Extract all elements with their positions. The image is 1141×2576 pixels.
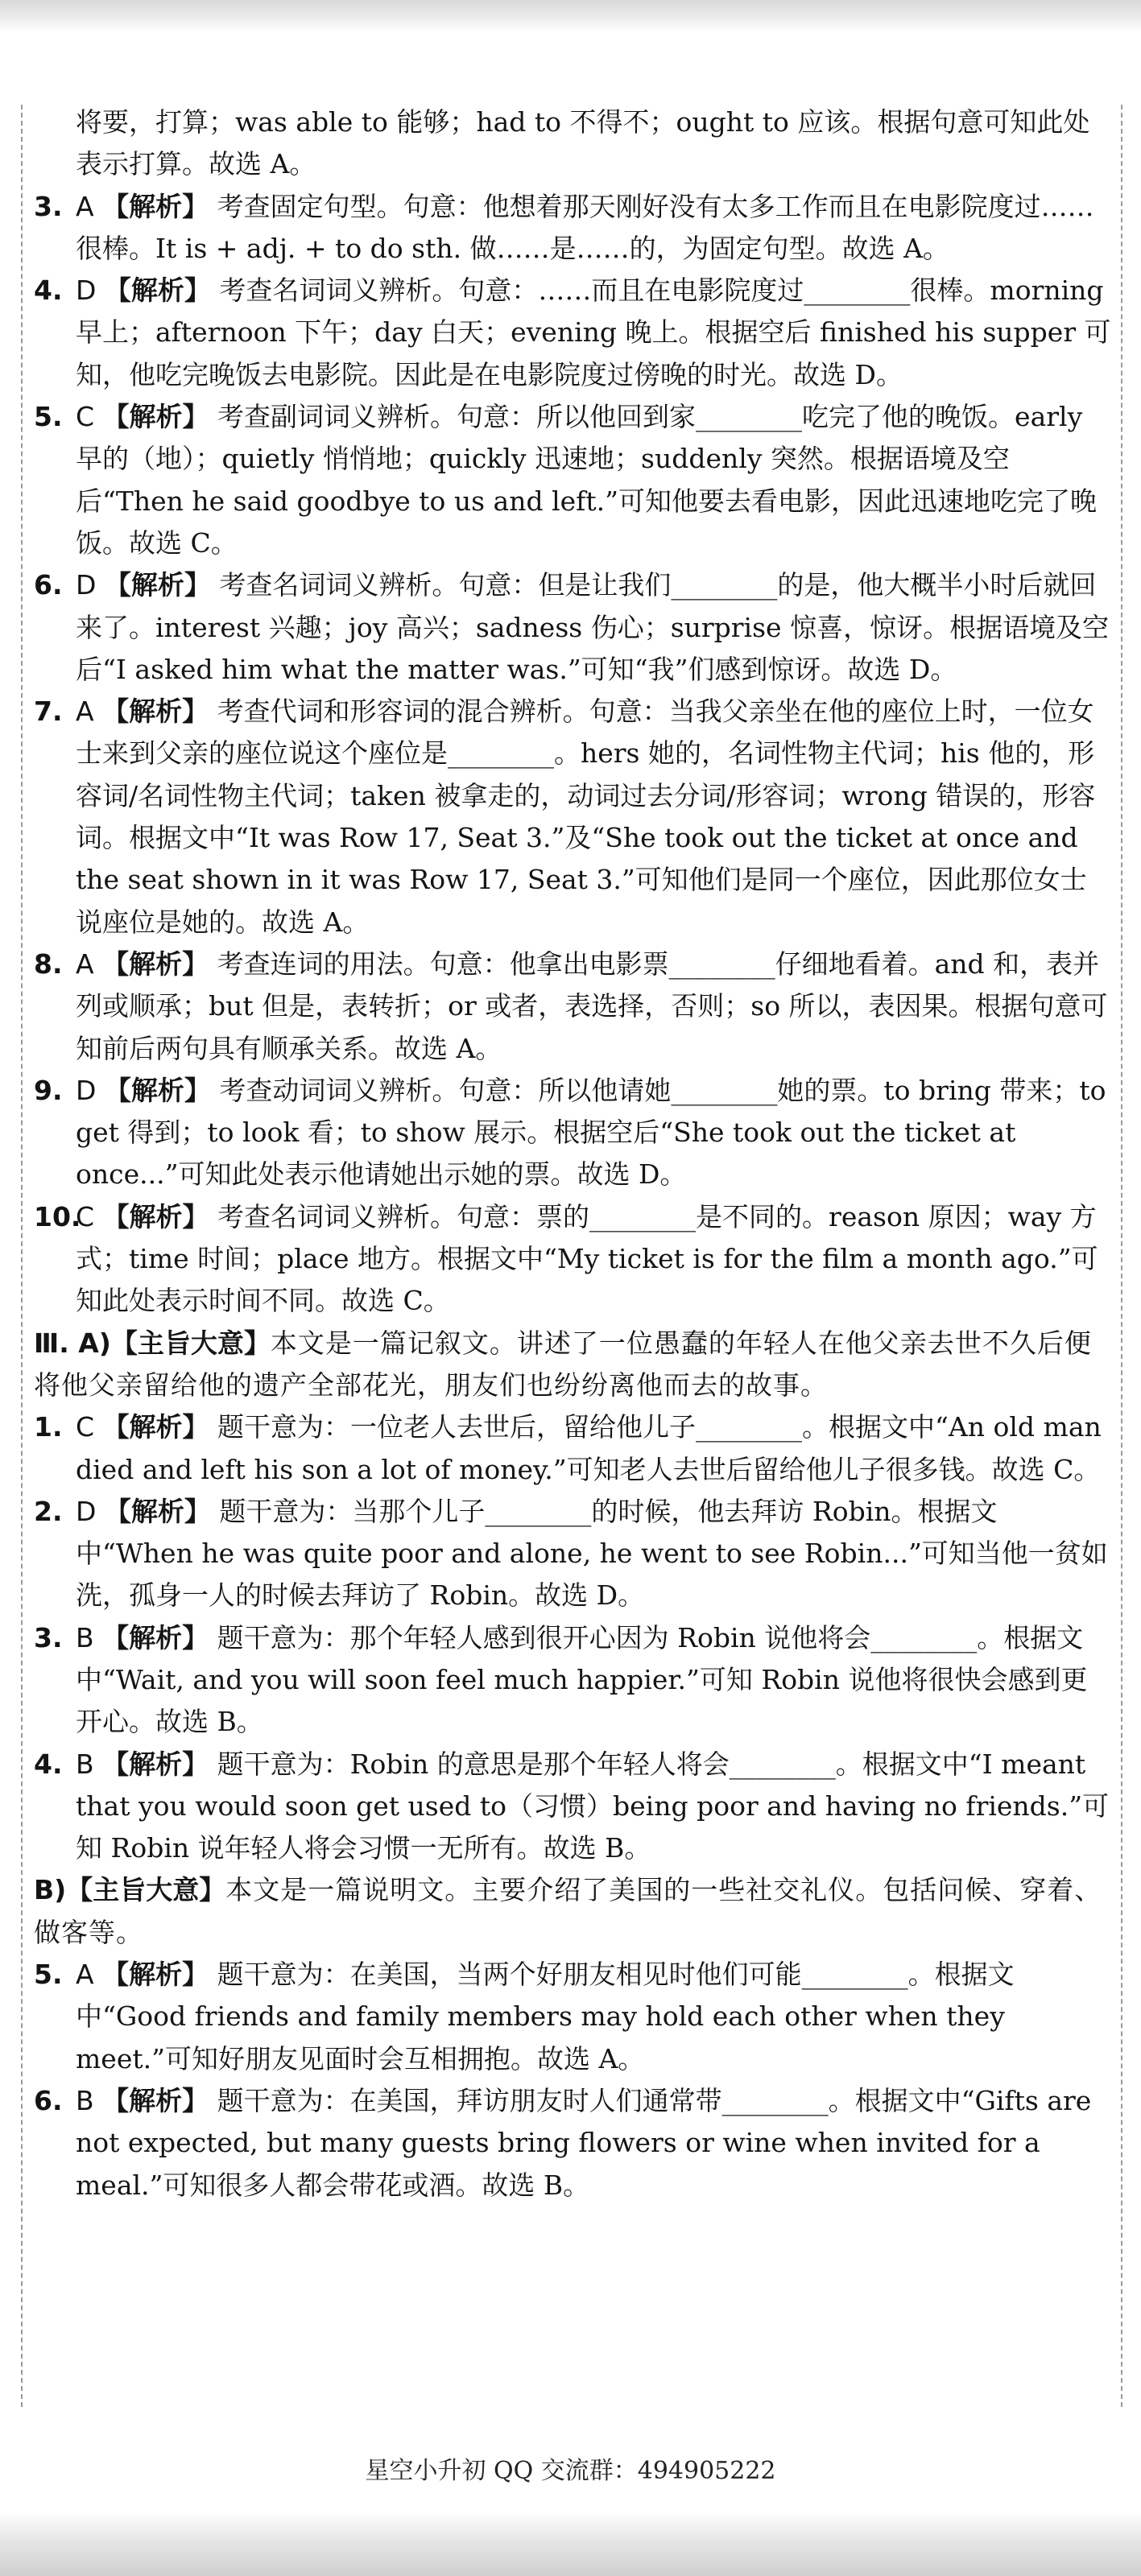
answer-item (34, 943, 1113, 1070)
analysis-text: 题干意为：Robin 的意思是那个年轻人将会________。根据文中“I meant that you would soon get used to（习惯）being poor and having no friends.”可知 Robin 说年轻人将会习惯一无所有。故选 B。 (76, 1748, 1110, 1864)
analysis-tag: 【解析】 (102, 2084, 209, 2116)
question-number: 4. (34, 275, 63, 307)
left-margin-rule (21, 105, 23, 2407)
answer-letter: D (76, 569, 97, 601)
analysis-tag: 【解析】 (102, 401, 209, 433)
answer-letter: D (76, 1495, 97, 1527)
answer-letter: A (76, 696, 94, 728)
answer-item (34, 396, 1113, 564)
analysis-tag: 【解析】 (102, 696, 209, 728)
section-b-heading: B)【主旨大意】 (34, 1874, 226, 1906)
question-number: 9. (34, 1074, 63, 1106)
analysis-tag: 【解析】 (102, 1200, 209, 1232)
question-number: 5. (34, 1959, 63, 1991)
section-b-summary (34, 1869, 1113, 1954)
question-number: 8. (34, 947, 63, 980)
analysis-tag: 【解析】 (104, 1495, 211, 1527)
answer-item (34, 1617, 1113, 1744)
answer-item (34, 1491, 1113, 1617)
question-number: 3. (34, 190, 63, 222)
section-3-heading: Ⅲ. A)【主旨大意】 (34, 1327, 271, 1359)
answer-letter: B (76, 1621, 94, 1653)
top-scan-band (0, 0, 1141, 32)
analysis-tag: 【解析】 (102, 1621, 209, 1653)
answer-letter: A (76, 1959, 94, 1991)
question-number: 6. (34, 569, 63, 601)
analysis-text: 考查名词词义辨析。句意：但是让我们________的是，他大概半小时后就回来了。interest 兴趣；joy 高兴；sadness 伤心；surprise 惊喜，惊讶。根据语境及空后“I asked him what the matter was.”可知“我”们感到惊讶。故选 D。 (76, 569, 1110, 685)
analysis-text: 考查代词和形容词的混合辨析。句意：当我父亲坐在他的座位上时，一位女士来到父亲的座位说这个座位是________。hers 她的，名词性物主代词；his 他的，形容词/名词性物主代词；taken 被拿走的，动词过去分词/形容词；wrong 错误的，形容词。根据文中“It was Row 17, Seat 3.”及“She took out the ticket at once and the seat shown in it was Row 17, Seat 3.”可知他们是同一个座位，因此那位女士说座位是她的。故选 A。 (76, 696, 1096, 938)
section-3-summary (34, 1323, 1113, 1407)
answer-item (34, 1744, 1113, 1870)
section-3-body: 本文是一篇记叙文。讲述了一位愚蠢的年轻人在他父亲去世不久后便将他父亲留给他的遗产全部花光，朋友们也纷纷离他而去的故事。 (34, 1327, 1092, 1401)
answer-letter: C (76, 1411, 95, 1443)
intro-paragraph: 将要，打算；was able to 能够；had to 不得不；ought to 应该。根据句意可知此处表示打算。故选 A。 (76, 106, 1090, 180)
analysis-text: 题干意为：那个年轻人感到很开心因为 Robin 说他将会________。根据文中“Wait, and you will soon feel much happier.”可知 Robin 说他将很快会感到更开心。故选 B。 (76, 1621, 1088, 1738)
question-number: 6. (34, 2084, 63, 2116)
answers-part2 (34, 1406, 1113, 1869)
question-number: 7. (34, 696, 63, 728)
question-number: 2. (34, 1495, 63, 1527)
analysis-tag: 【解析】 (104, 569, 211, 601)
analysis-text: 考查固定句型。句意：他想着那天刚好没有太多工作而且在电影院度过……很棒。It is + adj. + to do sth. 做……是……的，为固定句型。故选 A。 (76, 190, 1094, 264)
analysis-tag: 【解析】 (102, 947, 209, 980)
analysis-text: 考查副词词义辨析。句意：所以他回到家________吃完了他的晚饭。early 早的（地）；quietly 悄悄地；quickly 迅速地；suddenly 突然。根据语境及空后“Then he said goodbye to us and left.”可知他要去看电影，因此迅速地吃完了晚饭。故选 C。 (76, 401, 1097, 559)
question-number: 1. (34, 1411, 63, 1443)
answer-item (34, 270, 1113, 396)
answer-item (34, 2080, 1113, 2207)
analysis-text: 题干意为：在美国，拜访朋友时人们通常带________。根据文中“Gifts are not expected, but many guests bring flowers or wine when invited for a meal.”可知很多人都会带花或酒。故选 B。 (76, 2084, 1092, 2201)
answer-item (34, 564, 1113, 691)
analysis-text: 题干意为：当那个儿子________的时候，他去拜访 Robin。根据文中“When he was quite poor and alone, he went to see Robin...”可知当他一贫如洗，孤身一人的时候去拜访了 Robin。故选 D。 (76, 1495, 1108, 1612)
analysis-text: 题干意为：在美国，当两个好朋友相见时他们可能________。根据文中“Good friends and family members may hold each other when they meet.”可知好朋友见面时会互相拥抱。故选 A。 (76, 1959, 1015, 2074)
answer-item (34, 1406, 1113, 1491)
question-number: 3. (34, 1621, 63, 1653)
answer-letter: D (76, 275, 97, 307)
analysis-tag: 【解析】 (102, 1959, 209, 1991)
answer-item (34, 1954, 1113, 2080)
analysis-tag: 【解析】 (104, 1074, 211, 1106)
right-margin-rule (1121, 105, 1122, 2407)
answers-part3 (34, 1954, 1113, 2207)
answer-item (34, 1070, 1113, 1196)
question-number: 4. (34, 1748, 63, 1780)
answer-letter: A (76, 947, 94, 980)
bottom-scan-band (0, 2512, 1141, 2576)
analysis-text: 考查连词的用法。句意：他拿出电影票________仔细地看着。and 和，表并列或顺承；but 但是，表转折；or 或者，表选择，否则；so 所以，表因果。根据句意可知前后两句具有顺承关系。故选 A。 (76, 947, 1108, 1064)
question-number: 10. (34, 1200, 81, 1232)
analysis-tag: 【解析】 (102, 1748, 209, 1780)
analysis-tag: 【解析】 (102, 1411, 209, 1443)
answer-item (34, 1196, 1113, 1323)
answer-item (34, 186, 1113, 270)
answer-letter: C (76, 1200, 95, 1232)
answers-part1 (34, 186, 1113, 1323)
analysis-tag: 【解析】 (104, 275, 211, 307)
answer-letter: B (76, 1748, 94, 1780)
analysis-text: 考查名词词义辨析。句意：票的________是不同的。reason 原因；way 方式；time 时间；place 地方。根据文中“My ticket is for the film a month ago.”可知此处表示时间不同。故选 C。 (76, 1200, 1098, 1317)
answer-letter: B (76, 2084, 94, 2116)
footer-qq-group: 星空小升初 QQ 交流群：494905222 (365, 2457, 776, 2485)
section-b-body: 本文是一篇说明文。主要介绍了美国的一些社交礼仪。包括问候、穿着、做客等。 (34, 1874, 1102, 1948)
answer-letter: D (76, 1074, 97, 1106)
analysis-tag: 【解析】 (102, 190, 209, 222)
question-number: 5. (34, 401, 63, 433)
analysis-text: 考查名词词义辨析。句意：……而且在电影院度过________很棒。morning 早上；afternoon 下午；day 白天；evening 晚上。根据空后 finished his supper 可知，他吃完晚饭去电影院。因此是在电影院度过傍晚的时光。故选 D。 (76, 275, 1111, 390)
analysis-text: 考查动词词义辨析。句意：所以他请她________她的票。to bring 带来；to get 得到；to look 看；to show 展示。根据空后“She took out the ticket at once...”可知此处表示他请她出示她的票。故选 D。 (76, 1074, 1106, 1191)
answer-letter: C (76, 401, 95, 433)
analysis-text: 题干意为：一位老人去世后，留给他儿子________。根据文中“An old man died and left his son a lot of money.”可知老人去世后留给他儿子很多钱。故选 C。 (76, 1411, 1102, 1485)
answer-key-content (34, 101, 1113, 2207)
answer-letter: A (76, 190, 94, 222)
answer-item (34, 691, 1113, 943)
